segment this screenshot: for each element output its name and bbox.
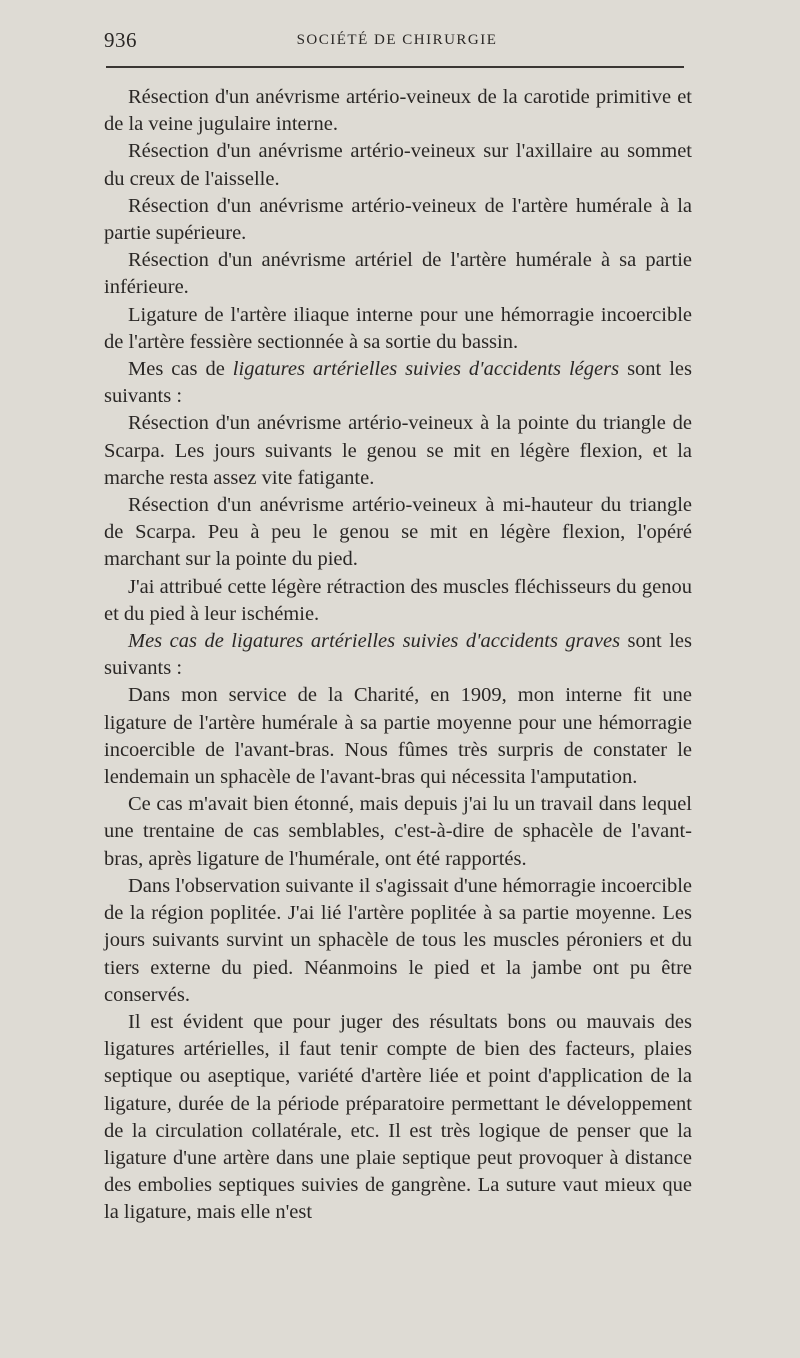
header-rule xyxy=(106,66,684,68)
paragraph-suffix: sont les suivants : xyxy=(104,358,692,408)
paragraph: Résection d'un anévrisme artério-veineux de l'artère humérale à la partie supérieure. xyxy=(104,194,692,245)
paragraph: Résection d'un anévrisme artério-veineux à mi-hauteur du triangle de Scarpa. Peu à peu le genou se mit en légère flexion, l'opéré marchant sur la pointe du pied. xyxy=(104,494,692,571)
body-text xyxy=(104,84,692,1227)
page-number: 936 xyxy=(104,28,137,52)
paragraph: Résection d'un anévrisme artério-veineux de la carotide primitive et de la veine jugulaire interne. xyxy=(104,86,692,136)
paragraph-with-italic xyxy=(104,356,692,410)
paragraph: Dans l'observation suivante il s'agissait d'une hémorragie incoercible de la région poplitée. J'ai lié l'artère poplitée à sa partie moyenne. Les jours suivants survint un sphacèle de tous les muscles péroniers et du tiers externe du pied. Néanmoins le pied et la jambe ont pu être conservés. xyxy=(104,874,692,1006)
paragraph: Résection d'un anévrisme artério-veineux à la pointe du triangle de Scarpa. Les jours suivants le genou se mit en légère flexion, et la marche resta assez vite fatigante. xyxy=(104,412,692,489)
paragraph-prefix: Mes cas de xyxy=(128,358,233,381)
paragraph: Dans mon service de la Charité, en 1909, mon interne fit une ligature de l'artère humérale à sa partie moyenne pour une hémorragie incoercible de l'avant-bras. Nous fûmes très surpris de constater le lendemain un sphacèle de l'avant-bras qui nécessita l'amputation. xyxy=(104,684,692,789)
page-header xyxy=(104,28,690,52)
paragraph: J'ai attribué cette légère rétraction des muscles fléchisseurs du genou et du pied à leur ischémie. xyxy=(104,575,692,625)
paragraph: Ligature de l'artère iliaque interne pour une hémorragie incoercible de l'artère fessière sectionnée à sa sortie du bassin. xyxy=(104,303,692,353)
paragraph: Il est évident que pour juger des résultats bons ou mauvais des ligatures artérielles, il faut tenir compte de bien des facteurs, plaies septique ou aseptique, variété d'artère liée et point d'application de la ligature, durée de la période préparatoire permettant le développement de la circulation collatérale, etc. Il est très logique de penser que la ligature d'une artère dans une plaie septique peut provoquer à distance des embolies septiques suivies de gangrène. La suture vaut mieux que la ligature, mais elle n'est xyxy=(104,1010,692,1224)
paragraph: Résection d'un anévrisme artériel de l'artère humérale à sa partie inférieure. xyxy=(104,249,692,299)
paragraph: Résection d'un anévrisme artério-veineux sur l'axillaire au sommet du creux de l'aisselle. xyxy=(104,140,692,190)
italic-phrase: ligatures artérielles suivies d'accidents légers xyxy=(232,358,620,381)
running-head: SOCIÉTÉ DE CHIRURGIE xyxy=(296,32,498,48)
paragraph-with-italic xyxy=(104,628,692,682)
paragraph: Ce cas m'avait bien étonné, mais depuis j'ai lu un travail dans lequel une trentaine de cas semblables, c'est-à-dire de sphacèle de l'avant-bras, après ligature de l'humérale, ont été rapportés. xyxy=(104,793,692,870)
paragraph-suffix: sont les suivants : xyxy=(104,630,692,680)
italic-phrase: Mes cas de ligatures artérielles suivies d'accidents graves xyxy=(128,630,621,653)
